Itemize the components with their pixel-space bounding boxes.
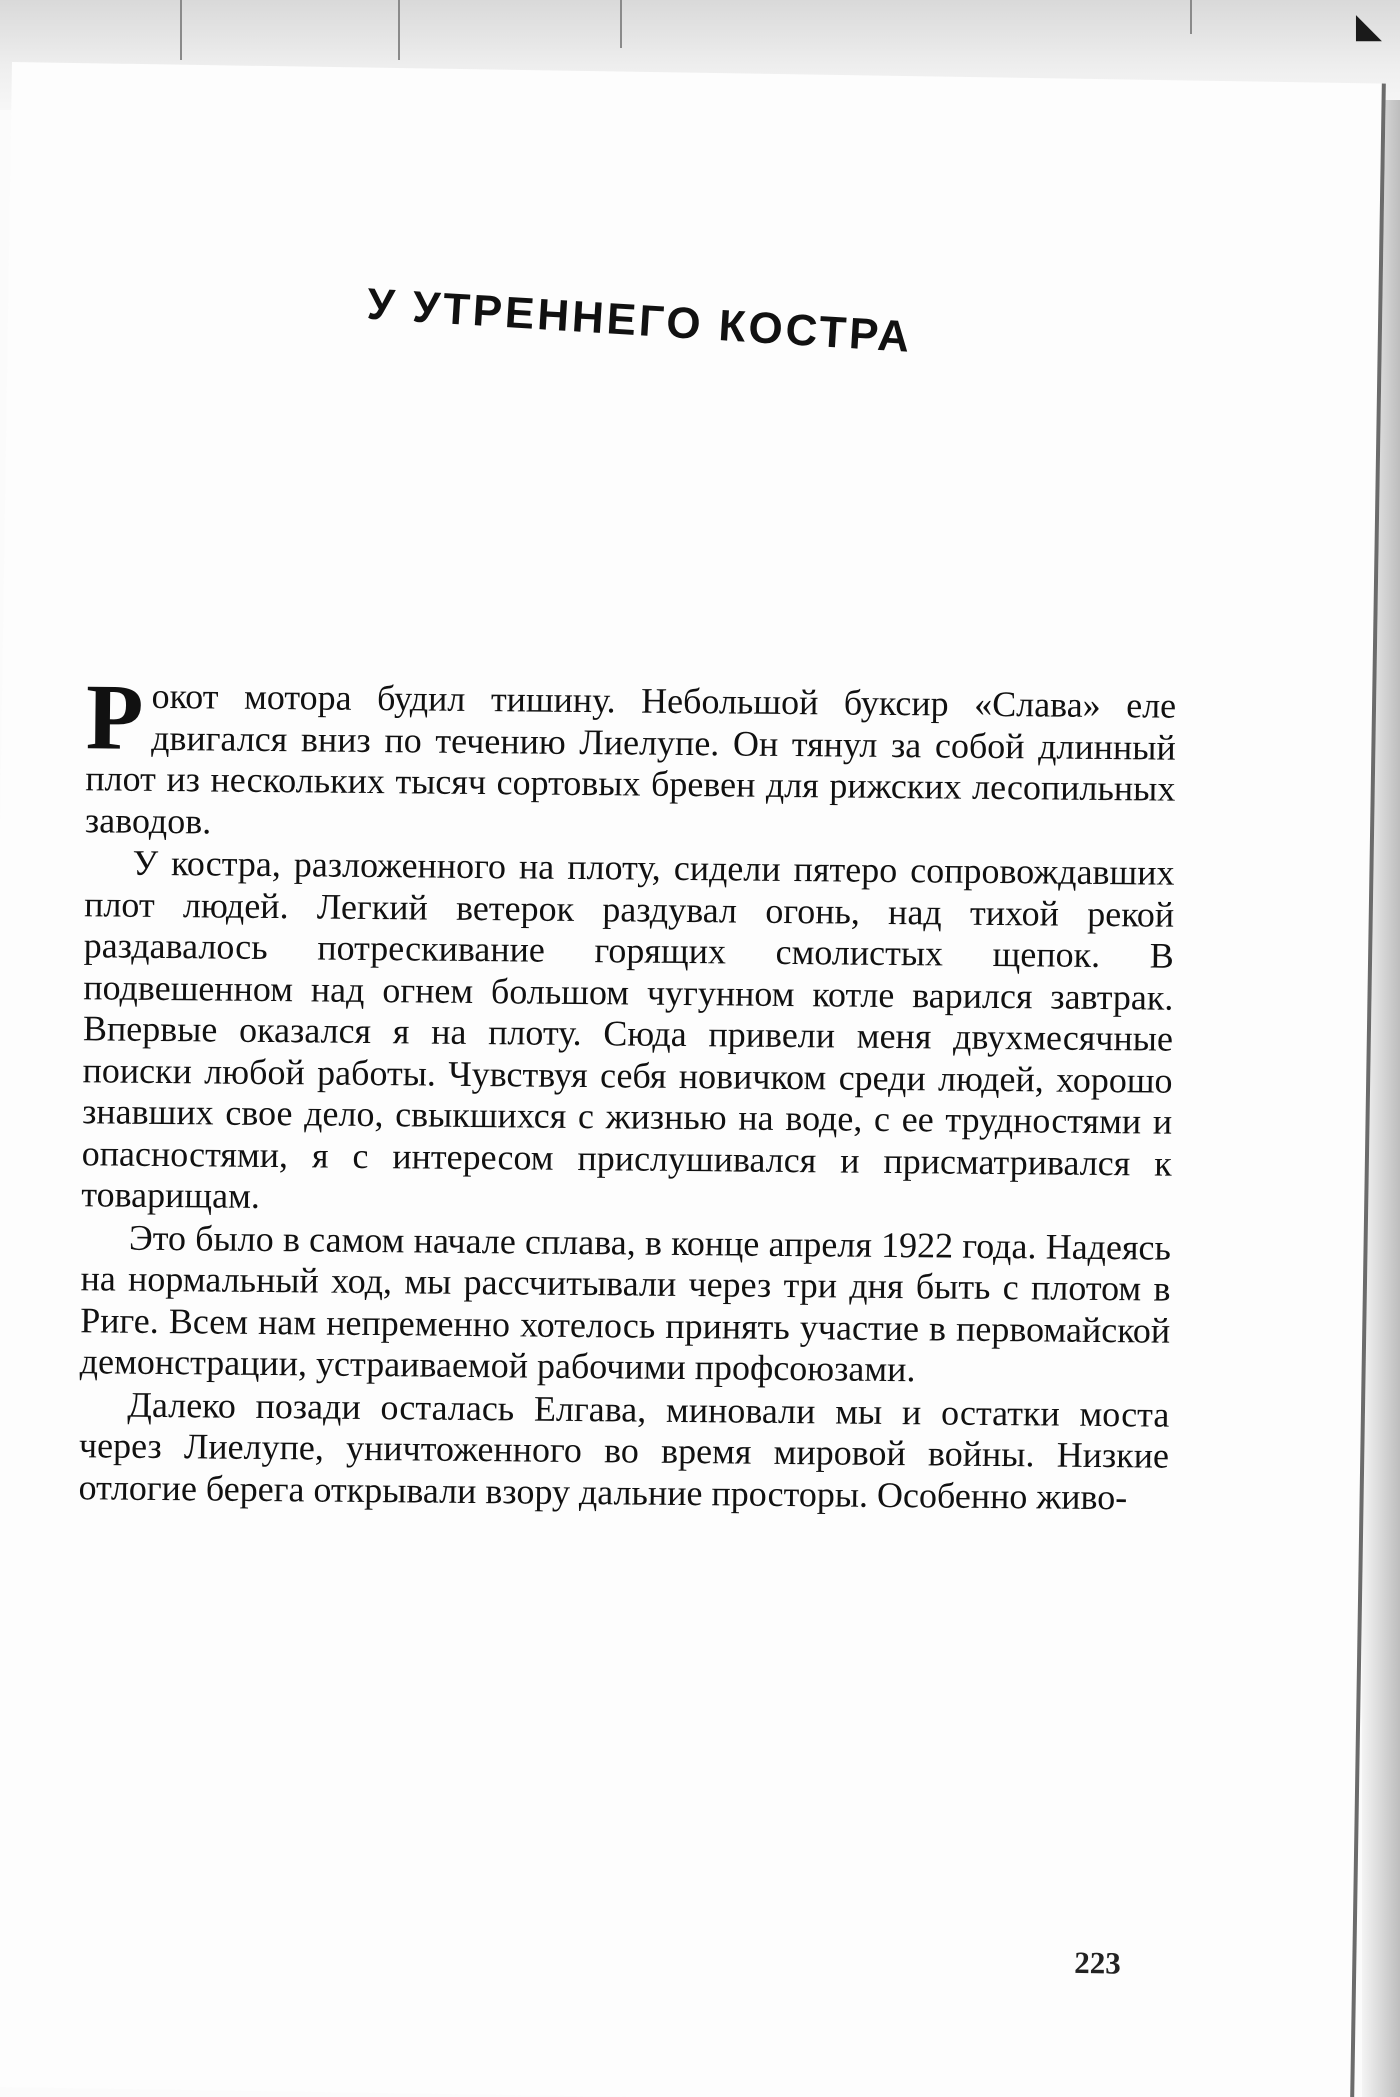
paragraph: Это было в самом начале сплава, в конце апреля 1922 года. Надеясь на нормальный ход, мы рассчитывали через три дня быть с плотом в Риге. Всем нам непременно хотелось принять участие в первомайской демонстрации, устраиваемой рабочими профсоюзами. bbox=[79, 1217, 1172, 1390]
sheet-crease bbox=[180, 0, 182, 60]
sheet-crease bbox=[398, 0, 400, 60]
sheet-crease bbox=[1190, 0, 1192, 34]
sheet-crease bbox=[620, 0, 622, 48]
paragraph-text: окот мотора будил тишину. Небольшой буксир «Слава» еле двигался вниз по течению Лиелупе. Он тянул за собой длинный плот из нескольких тысяч сортовых бревен для рижских лесопильных заводов. bbox=[84, 675, 1177, 841]
body-text bbox=[78, 665, 1177, 1519]
paragraph: Далеко позади осталась Елгава, миновали мы и остатки моста через Лиелупе, уничтоженного во время мировой войны. Низкие отлогие берега открывали взору дальние просторы. Особенно живо- bbox=[78, 1384, 1170, 1517]
paragraph: У костра, разложенного на плоту, сидели пятеро сопровождавших плот людей. Легкий ветерок раздувал огонь, над тихой рекой раздавалось потрескивание горящих смолистых щепок. В подвешенном над огнем большом чугунном котле варился завтрак. Впервые оказался я на плоту. Сюда привели меня двухмесячные поиски любой работы. Чувствуя себя новичком среди людей, хорошо знавших свое дело, свыкшихся с жизнью на воде, с ее трудностями и опасностями, я с интересом прислушивался и присматривался к товарищам. bbox=[81, 842, 1175, 1216]
page-number: 223 bbox=[1074, 1944, 1122, 1981]
page-corner-mark: ◣ bbox=[1355, 6, 1382, 46]
drop-cap: Р bbox=[85, 665, 144, 770]
chapter-title: У УТРЕННЕГО КОСТРА bbox=[365, 279, 914, 362]
paragraph bbox=[84, 665, 1177, 851]
book-page bbox=[0, 62, 1386, 2097]
